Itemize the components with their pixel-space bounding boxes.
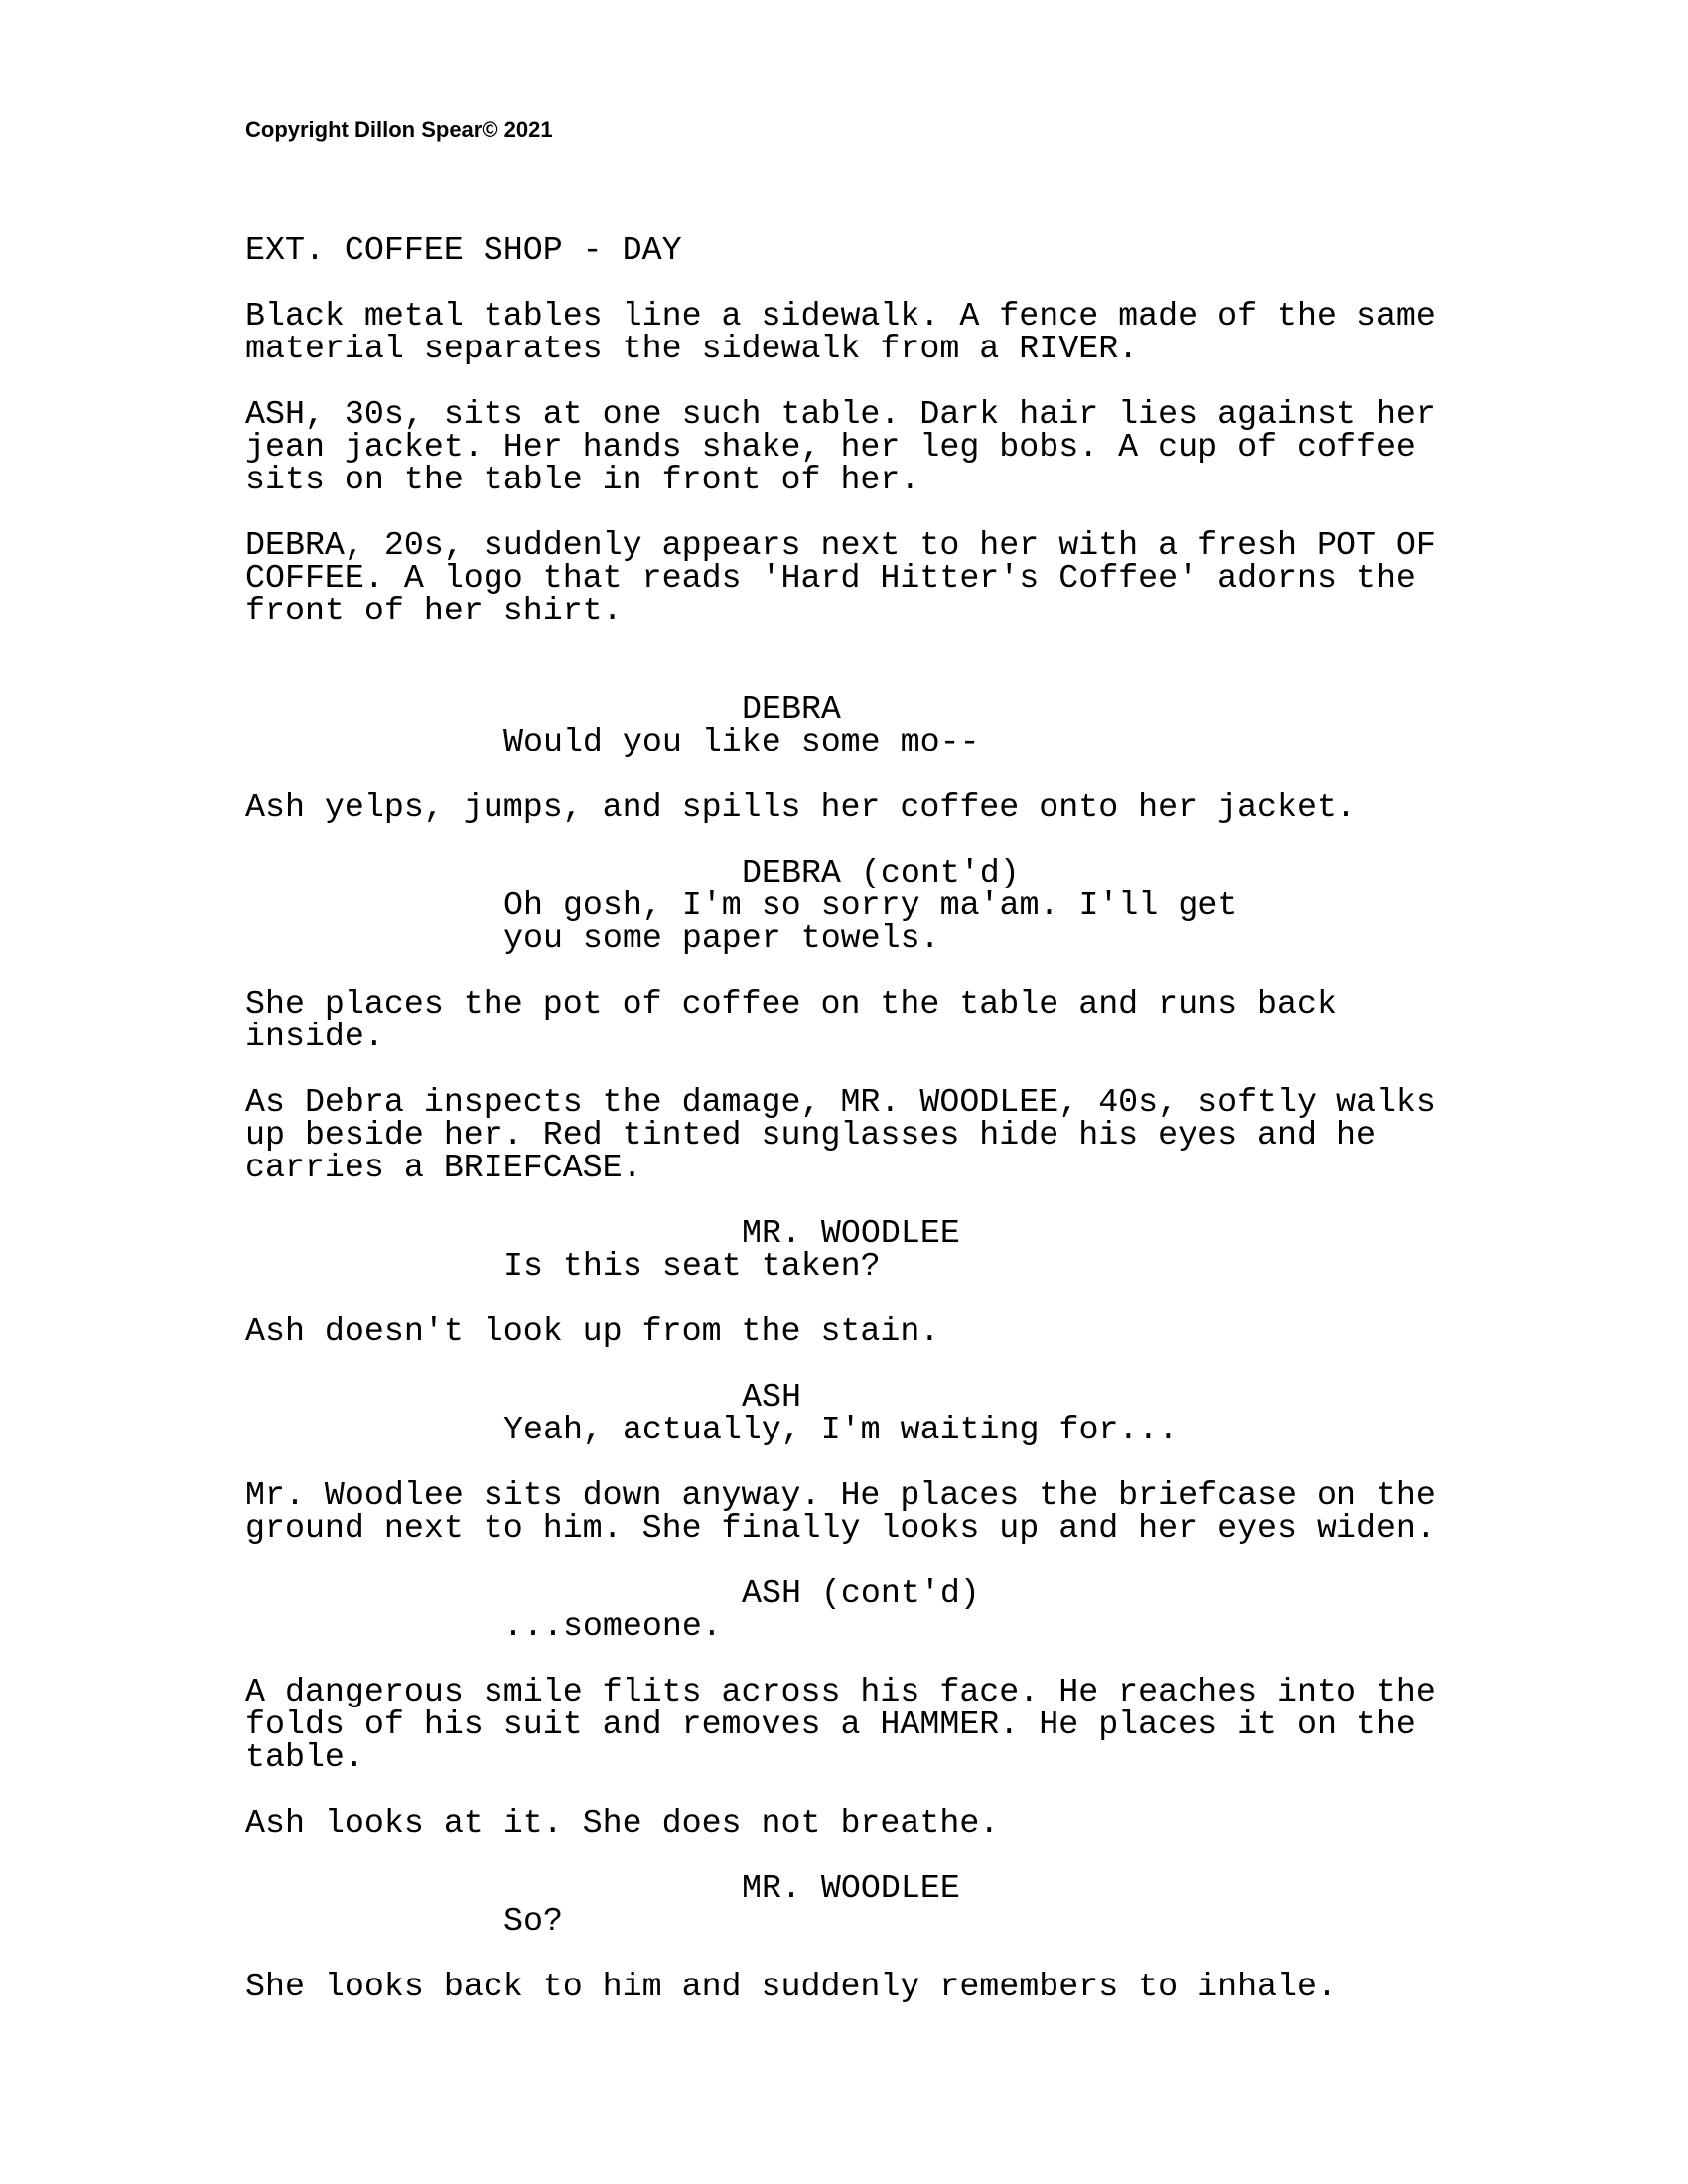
- action-line: EXT. COFFEE SHOP - DAY: [245, 231, 682, 269]
- action-line: sits on the table in front of her.: [245, 461, 920, 498]
- character-cue: [742, 1378, 1688, 1416]
- character-line: DEBRA (cont'd): [742, 854, 1020, 891]
- blank-line: [0, 1545, 1688, 1577]
- action-block: [245, 788, 1688, 826]
- action-line: inside.: [245, 1018, 384, 1055]
- action-block: [245, 1083, 1688, 1186]
- character-cue: [742, 1214, 1688, 1252]
- action-line: ASH, 30s, sits at one such table. Dark hair lies against her: [245, 395, 1436, 433]
- blank-line: [0, 758, 1688, 791]
- dialogue-line: Yeah, actually, I'm waiting for...: [503, 1411, 1179, 1448]
- action-block: [245, 1312, 1688, 1350]
- dialogue-block: [503, 723, 1688, 760]
- action-line: Ash yelps, jumps, and spills her coffee onto her jacket.: [245, 788, 1356, 826]
- action-block: [245, 297, 1688, 367]
- action-line: Mr. Woodlee sits down anyway. He places the briefcase on the: [245, 1476, 1436, 1514]
- character-line: MR. WOODLEE: [742, 1869, 960, 1907]
- character-line: DEBRA: [742, 690, 841, 728]
- action-line: DEBRA, 20s, suddenly appears next to her with a fresh POT OF: [245, 526, 1436, 564]
- action-line: material separates the sidewalk from a RIVER.: [245, 330, 1139, 367]
- action-line: Ash looks at it. She does not breathe.: [245, 1804, 1000, 1842]
- action-block: [245, 526, 1688, 629]
- blank-line: [0, 1840, 1688, 1872]
- action-line: front of her shirt.: [245, 592, 623, 629]
- character-cue: [742, 854, 1688, 891]
- action-line: carries a BRIEFCASE.: [245, 1149, 642, 1186]
- blank-line: [0, 1774, 1688, 1807]
- blank-line: [0, 1938, 1688, 1971]
- action-line: ground next to him. She finally looks up and her eyes widen.: [245, 1509, 1436, 1547]
- character-line: MR. WOODLEE: [742, 1214, 960, 1252]
- blank-line: [0, 955, 1688, 988]
- action-line: Black metal tables line a sidewalk. A fence made of the same: [245, 297, 1436, 335]
- copyright-notice: Copyright Dillon Spear© 2021: [245, 117, 553, 142]
- action-line: jean jacket. Her hands shake, her leg bobs. A cup of coffee: [245, 428, 1416, 466]
- screenplay-body: [0, 231, 1688, 2005]
- action-line: Ash doesn't look up from the stain.: [245, 1312, 940, 1350]
- character-line: ASH: [742, 1378, 801, 1416]
- blank-line: [0, 824, 1688, 857]
- dialogue-block: [503, 1607, 1688, 1645]
- action-line: She looks back to him and suddenly remembers to inhale.: [245, 1968, 1336, 2005]
- character-cue: [742, 1869, 1688, 1907]
- dialogue-block: [503, 1411, 1688, 1448]
- dialogue-line: you some paper towels.: [503, 919, 940, 957]
- action-block: [245, 395, 1688, 498]
- character-cue: [742, 1574, 1688, 1612]
- blank-line: [0, 267, 1688, 300]
- action-line: up beside her. Red tinted sunglasses hide his eyes and he: [245, 1116, 1376, 1154]
- action-line: As Debra inspects the damage, MR. WOODLEE, 40s, softly walks: [245, 1083, 1436, 1121]
- action-block: [245, 985, 1688, 1055]
- dialogue-line: Is this seat taken?: [503, 1247, 881, 1285]
- action-block: [245, 1968, 1688, 2005]
- dialogue-block: [503, 1247, 1688, 1285]
- blank-line: [0, 1053, 1688, 1086]
- action-line: table.: [245, 1738, 364, 1776]
- action-block: [245, 1804, 1688, 1842]
- dialogue-line: Would you like some mo--: [503, 723, 980, 760]
- dialogue-line: So?: [503, 1902, 563, 1940]
- blank-line: [0, 496, 1688, 529]
- blank-line: [0, 627, 1688, 660]
- dialogue-line: ...someone.: [503, 1607, 722, 1645]
- action-line: folds of his suit and removes a HAMMER. He places it on the: [245, 1706, 1416, 1743]
- action-line: A dangerous smile flits across his face. He reaches into the: [245, 1673, 1436, 1710]
- blank-line: [0, 1184, 1688, 1217]
- blank-line: [0, 1643, 1688, 1676]
- action-line: COFFEE. A logo that reads 'Hard Hitter's Coffee' adorns the: [245, 559, 1416, 597]
- character-cue: [742, 690, 1688, 728]
- blank-line: [0, 1348, 1688, 1381]
- blank-line: [0, 1283, 1688, 1315]
- dialogue-block: [503, 1902, 1688, 1940]
- action-block: [245, 1476, 1688, 1547]
- blank-line: [0, 660, 1688, 693]
- blank-line: [0, 1446, 1688, 1479]
- dialogue-line: Oh gosh, I'm so sorry ma'am. I'll get: [503, 887, 1238, 924]
- action-block: [245, 231, 1688, 269]
- blank-line: [0, 365, 1688, 398]
- character-line: ASH (cont'd): [742, 1574, 980, 1612]
- action-block: [245, 1673, 1688, 1776]
- action-line: She places the pot of coffee on the table and runs back: [245, 985, 1336, 1023]
- dialogue-block: [503, 889, 1688, 955]
